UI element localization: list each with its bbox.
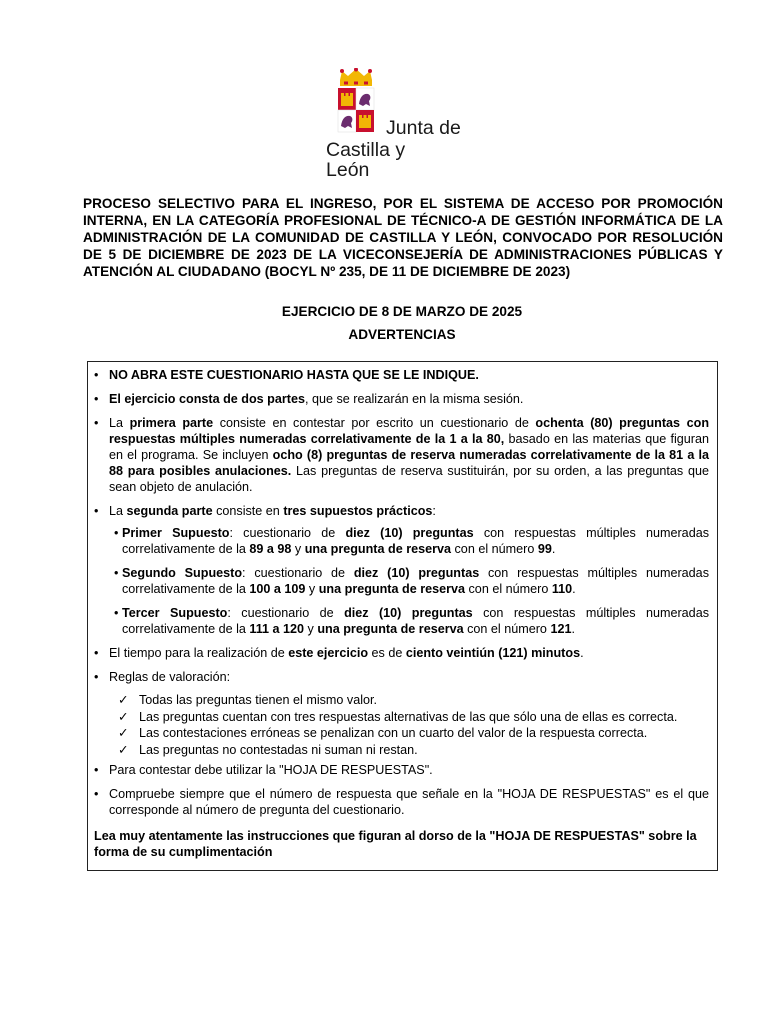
text-span: Para contestar debe utilizar la "HOJA DE RESPUESTAS". [109, 763, 433, 777]
rule-text: Las contestaciones erróneas se penalizan con un cuarto del valor de la respuesta correcta. [139, 726, 648, 740]
text-span: basado en las materias que figuran en el programa. Se incluyen [109, 432, 709, 462]
rule-item [118, 742, 709, 759]
document-title: PROCESO SELECTIVO PARA EL INGRESO, POR EL SISTEMA DE ACCESO POR PROMOCIÓN INTERNA, EN LA CATEGORÍA PROFESIONAL DE TÉCNICO-A DE GESTIÓN INFORMÁTICA DE LA ADMINISTRACIÓN DE LA COMUNIDAD DE CASTILLA Y LEÓN, CONVOCADO POR RESOLUCIÓN DE 5 DE DICIEMBRE DE 2023 DE LA VICECONSEJERÍA DE ADMINISTRACIONES PÚBLICAS Y ATENCIÓN AL CIUDADANO (BOCYL Nº 235, DE 11 DE DICIEMBRE DE 2023) [83, 196, 723, 279]
text-span: diez (10) preguntas [353, 566, 480, 580]
exercise-date-heading: EJERCICIO DE 8 DE MARZO DE 2025 [281, 304, 523, 319]
warning-item-answer-sheet [94, 762, 709, 778]
text-span: ciento veintiún (121) minutos [405, 646, 581, 660]
rule-item [118, 692, 709, 709]
warning-item-second-part [94, 503, 709, 519]
text-span: Segundo Supuesto [122, 566, 243, 580]
text-span: con el número [451, 542, 538, 556]
bullet-icon: • [94, 504, 99, 518]
rules-heading: Reglas de valoración: [109, 670, 231, 684]
text-span: : cuestionario de [242, 566, 354, 580]
text-span: y [304, 622, 318, 636]
text-span: una pregunta de reserva [317, 622, 464, 636]
text-span: Primer Supuesto [122, 526, 230, 540]
logo-line-1: Junta de [386, 117, 461, 139]
text-span: . [572, 582, 576, 596]
text-span: 111 a 120 [249, 622, 305, 636]
case-item [101, 605, 709, 637]
warning-item-first-part [94, 415, 709, 495]
checkmark-icon: ✓ [118, 709, 129, 724]
bullet-icon: • [94, 368, 99, 382]
text-span: diez (10) preguntas [344, 606, 473, 620]
text-span: . [580, 646, 584, 660]
case-item [101, 565, 709, 597]
text-span: La [109, 504, 127, 518]
text-span: consiste en [212, 504, 284, 518]
text-span: : [432, 504, 436, 518]
text-span: con respuestas múltiples numeradas correlativamente de la [122, 526, 709, 556]
two-parts-bold: El ejercicio consta de dos partes [109, 392, 305, 406]
text-span: 89 a 98 [249, 542, 292, 556]
rule-text: Las preguntas no contestadas ni suman ni restan. [139, 742, 418, 757]
text-span: 110 [551, 582, 573, 596]
bullet-icon: • [114, 526, 119, 540]
do-not-open-notice: NO ABRA ESTE CUESTIONARIO HASTA QUE SE LE INDIQUE. [109, 368, 479, 382]
logo-line-2: Castilla y León [326, 139, 406, 181]
text-span: diez (10) preguntas [345, 526, 474, 540]
text-span: El tiempo para la realización de [109, 646, 289, 660]
text-span: . [551, 542, 556, 556]
junta-castilla-leon-logo [326, 68, 486, 181]
text-span: segunda parte [126, 504, 213, 518]
rule-text: Las preguntas cuentan con tres respuestas alternativas de las que sólo una de ellas es correcta. [139, 709, 678, 724]
text-span: 100 a 109 [249, 582, 306, 596]
bullet-icon: • [94, 392, 99, 406]
text-span: ocho (8) preguntas de reserva numeradas correlativamente de la 81 a la 88 para posibles anulaciones. [109, 448, 710, 478]
checkmark-icon: ✓ [118, 742, 129, 757]
warnings-heading: ADVERTENCIAS [348, 327, 456, 342]
text-span: y [291, 542, 305, 556]
text-span: La [109, 416, 130, 430]
logo-wordmark [326, 117, 486, 181]
checkmark-icon: ✓ [118, 726, 129, 740]
rule-item [118, 709, 709, 726]
bullet-icon: • [114, 566, 119, 580]
bullet-icon: • [94, 646, 99, 660]
text-span: primera parte [129, 416, 214, 430]
text-span: con el número [463, 622, 551, 636]
text-span: con respuestas múltiples numeradas correlativamente de la [122, 606, 709, 636]
text-span: con el número [465, 582, 552, 596]
warning-item [94, 391, 709, 407]
two-parts-text: , que se realizarán en la misma sesión. [304, 392, 524, 406]
warning-item-rules [94, 669, 709, 685]
rules-list [118, 692, 709, 758]
text-span: consiste en contestar por escrito un cuestionario de [213, 416, 536, 430]
warning-item-time [94, 645, 709, 661]
warning-item [94, 367, 709, 383]
text-span: ochenta (80) preguntas con respuestas múltiples numeradas correlativamente de la 1 a la 80, [109, 416, 710, 446]
checkmark-icon: ✓ [118, 693, 129, 707]
text-span: una pregunta de reserva [304, 542, 452, 556]
text-span: . [571, 622, 575, 636]
text-span: : cuestionario de [227, 606, 345, 620]
text-span: este ejercicio [288, 646, 369, 660]
case-item [101, 525, 709, 557]
text-span: Las preguntas de reserva sustituirán, por su orden, a las preguntas que sean objeto de anulación. [109, 464, 710, 494]
text-span: es de [368, 646, 406, 660]
text-span: : cuestionario de [229, 526, 346, 540]
text-span: una pregunta de reserva [318, 582, 466, 596]
text-span: 99 [537, 542, 552, 556]
bullet-icon: • [94, 670, 99, 684]
bullet-icon: • [94, 763, 99, 777]
text-span: con respuestas múltiples numeradas correlativamente de la [122, 566, 709, 596]
text-span: tres supuestos prácticos [283, 504, 433, 518]
bullet-icon: • [114, 606, 119, 620]
bullet-icon: • [94, 787, 99, 801]
rule-text: Todas las preguntas tienen el mismo valor. [139, 693, 378, 707]
crown-icon [340, 68, 372, 86]
bullet-icon: • [94, 416, 99, 430]
warning-item-check-number [94, 786, 709, 818]
rule-item [118, 725, 709, 742]
warnings-box [87, 361, 718, 871]
text-span: Compruebe siempre que el número de respuesta que señale en la "HOJA DE RESPUESTAS" es el que corresponde al número de pregunta del cuestionario. [109, 787, 709, 817]
coat-of-arms-icon [326, 68, 386, 140]
text-span: Tercer Supuesto [122, 606, 228, 620]
text-span: 121 [550, 622, 572, 636]
text-span: y [305, 582, 319, 596]
final-instruction: Lea muy atentamente las instrucciones que figuran al dorso de la "HOJA DE RESPUESTAS" sobre la forma de su cumplimentación [94, 829, 697, 859]
